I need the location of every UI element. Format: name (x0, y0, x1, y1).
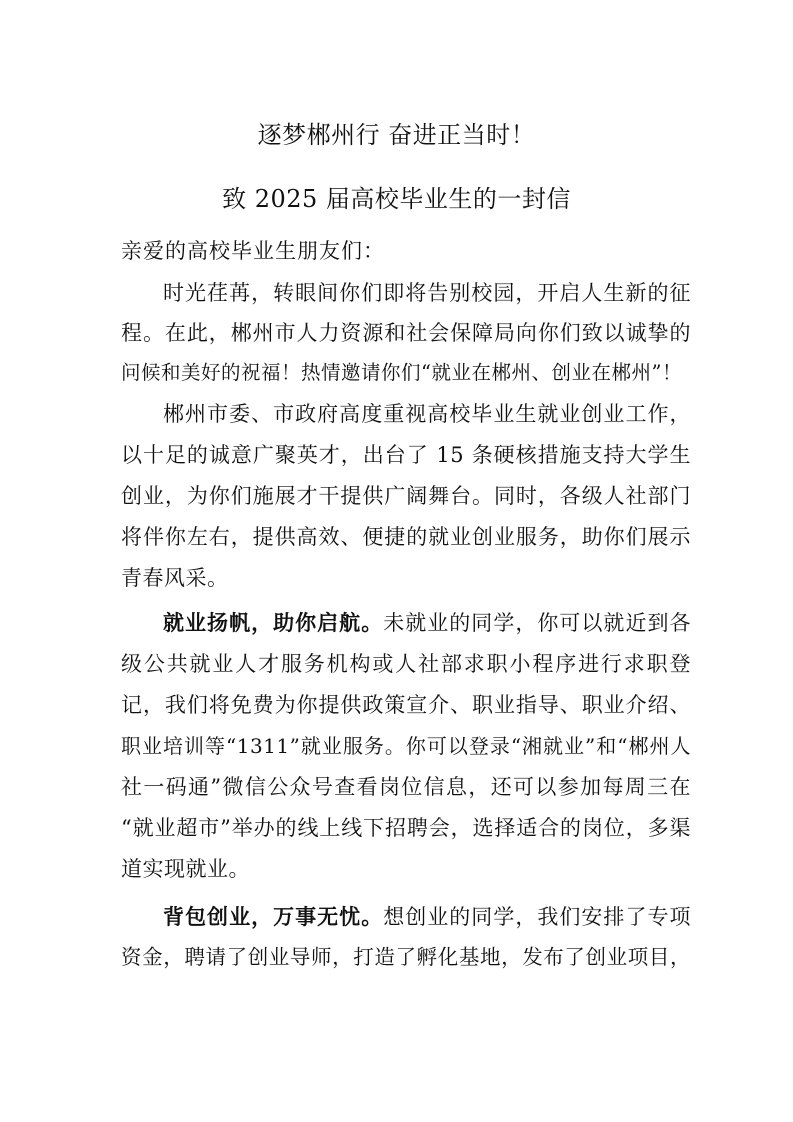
paragraph-line: 社一码通”微信公众号查看岗位信息，还可以参加每周三在 (121, 775, 691, 799)
letter-subtitle: 致 2025 届高校毕业生的一封信 (222, 185, 571, 213)
paragraph-entrepreneurship (121, 903, 691, 971)
paragraph-line: 级公共就业人才服务机构或人社部求职小程序进行求职登 (121, 652, 691, 676)
paragraph-line: 郴州市委、市政府高度重视高校毕业生就业创业工作， (163, 402, 691, 426)
paragraph-line: 创业，为你们施展才干提供广阔舞台。同时，各级人社部门 (121, 484, 691, 508)
letter-title: 逐梦郴州行 奋进正当时！ (257, 121, 536, 149)
paragraph-line: 资金，聘请了创业导师，打造了孵化基地，发布了创业项目， (121, 945, 691, 969)
paragraph-line-text: 想创业的同学，我们安排了专项 (383, 905, 692, 929)
paragraph-line: 将伴你左右，提供高效、便捷的就业创业服务，助你们展示 (121, 525, 691, 549)
paragraph-line: 职业培训等“1311”就业服务。你可以登录“湘就业”和“郴州人 (121, 734, 691, 758)
paragraph-line: 道实现就业。 (121, 857, 250, 881)
paragraph-first-line (121, 609, 691, 637)
paragraph-line: 记，我们将免费为你提供政策宣介、职业指导、职业介绍、 (121, 693, 691, 717)
paragraph-line: 时光荏苒，转眼间你们即将告别校园，开启人生新的征 (163, 281, 691, 305)
paragraph-line: 问候和美好的祝福！热情邀请你们“就业在郴州、创业在郴州”！ (121, 361, 682, 384)
paragraph-greeting (121, 279, 691, 387)
paragraph-employment (121, 609, 691, 883)
paragraph-line-text: 未就业的同学，你可以就近到各 (383, 611, 692, 635)
paragraph-line: 程。在此，郴州市人力资源和社会保障局向你们致以诚挚的 (121, 321, 691, 345)
salutation: 亲爱的高校毕业生朋友们： (121, 239, 385, 263)
paragraph-lead: 就业扬帆，助你启航。 (163, 611, 384, 635)
paragraph-line: 以十足的诚意广聚英才，出台了 15 条硬核措施支持大学生 (121, 443, 691, 467)
paragraph-policy (121, 400, 691, 592)
paragraph-first-line (121, 903, 691, 931)
paragraph-lead: 背包创业，万事无忧。 (163, 905, 384, 929)
paragraph-line: “就业超市”举办的线上线下招聘会，选择适合的岗位，多渠 (121, 816, 691, 840)
paragraph-line: 青春风采。 (121, 566, 229, 590)
